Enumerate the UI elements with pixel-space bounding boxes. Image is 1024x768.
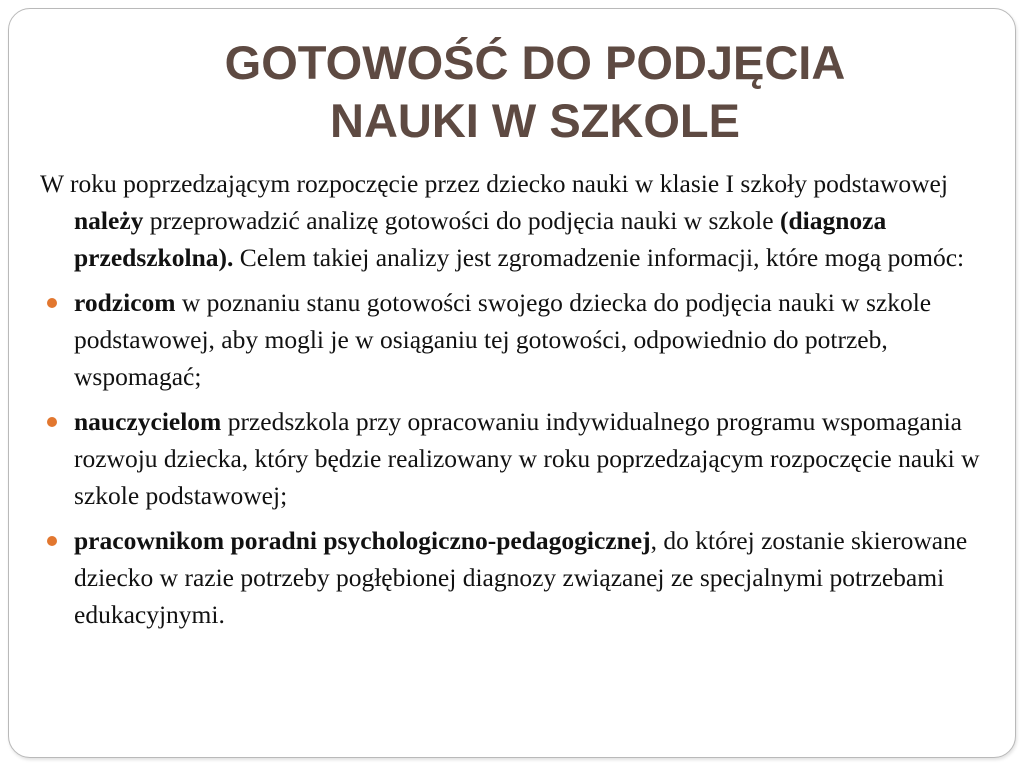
intro-bold-1: należy	[74, 206, 144, 235]
intro-bold-2: (diagnoza przedszkolna).	[74, 206, 887, 272]
bullet-item-teachers	[40, 403, 1012, 514]
bullet-text: w poznaniu stanu gotowości swojego dziecka do podjęcia nauki w szkole podstawowej, aby mogli je w osiąganiu tej gotowości, odpowiednio do potrzeb, wspomagać;	[74, 288, 932, 391]
slide-body	[40, 165, 1012, 641]
intro-text-3: Celem takiej analizy jest zgromadzenie informacji, które mogą pomóc:	[233, 243, 965, 272]
bullet-text: przedszkola przy opracowaniu indywidualnego programu wspomagania rozwoju dziecka, który będzie realizowany w roku poprzedzającym rozpoczęcie nauki w szkole podstawowej;	[74, 407, 980, 510]
intro-text-1: W roku poprzedzającym rozpoczęcie przez dziecko nauki w klasie I szkoły podstawowej	[40, 169, 948, 198]
slide-title	[100, 34, 970, 150]
bullet-dot-icon	[47, 417, 57, 427]
intro-text-2: przeprowadzić analizę gotowości do podjęcia nauki w szkole	[143, 206, 780, 235]
slide-title-line-1: GOTOWOŚĆ DO PODJĘCIA	[224, 36, 846, 89]
bullet-dot-icon	[47, 536, 57, 546]
intro-paragraph	[40, 165, 1012, 276]
bullet-item-parents	[40, 284, 1012, 395]
bullet-bold-label: rodzicom	[74, 288, 176, 317]
bullet-item-counselors	[40, 522, 1012, 633]
bullet-text: , do której zostanie skierowane dziecko w razie potrzeby pogłębionej diagnozy związanej ze specjalnymi potrzebami edukacyjnymi.	[74, 526, 968, 629]
bullet-dot-icon	[47, 298, 57, 308]
bullet-list	[40, 284, 1012, 633]
bullet-bold-label: pracownikom poradni psychologiczno-pedagogicznej	[74, 526, 651, 555]
bullet-bold-label: nauczycielom	[74, 407, 222, 436]
slide-title-line-2: NAUKI W SZKOLE	[330, 94, 740, 147]
